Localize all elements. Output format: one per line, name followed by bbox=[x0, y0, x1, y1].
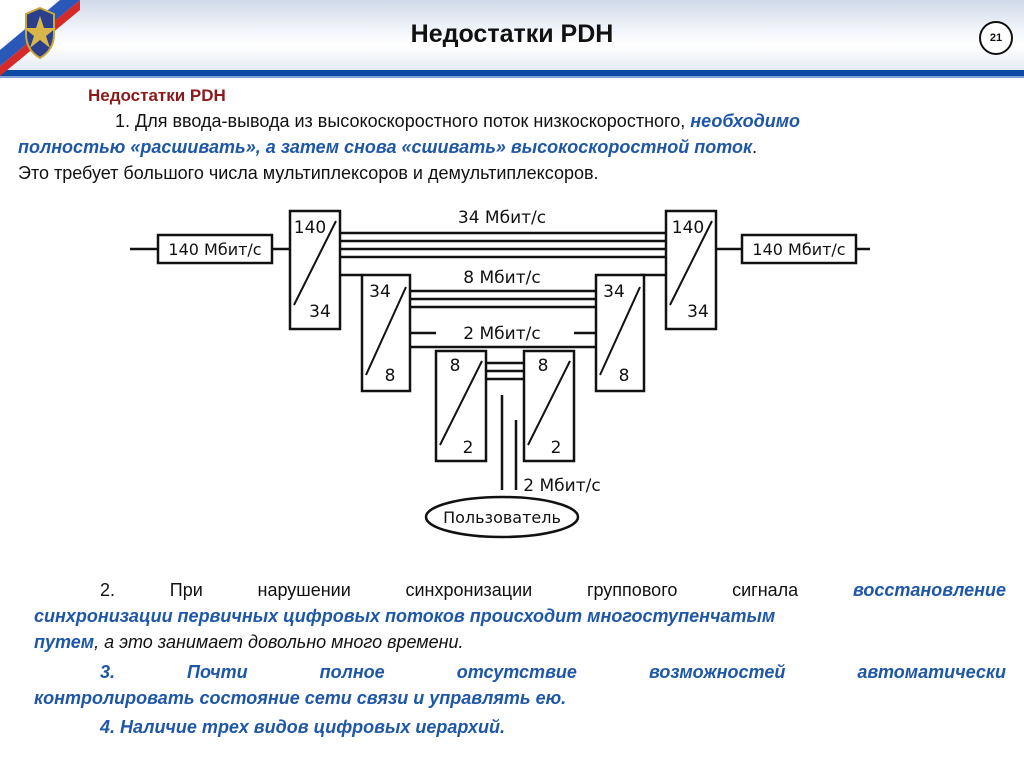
mux-140-34-left-bottom: 34 bbox=[309, 302, 331, 322]
p1-text-a: 1. Для ввода-вывода из высокоскоростного поток низкоскоростного, bbox=[115, 111, 686, 131]
left-input-label: 140 Мбит/с bbox=[168, 240, 262, 259]
p3-word: автоматически bbox=[857, 662, 1006, 682]
link-8-label: 8 Мбит/с bbox=[463, 268, 541, 288]
p2-word: группового bbox=[586, 580, 678, 600]
p2-word: синхронизации bbox=[405, 580, 533, 600]
pdh-multiplexing-diagram bbox=[130, 195, 890, 555]
user-label: Пользователь bbox=[443, 508, 561, 527]
paragraph-2-line-1 bbox=[100, 577, 1006, 603]
p3-word: полное bbox=[319, 662, 385, 682]
p2-emphasis-a: восстановление bbox=[852, 580, 1006, 600]
paragraph-2-line-3 bbox=[34, 629, 1006, 655]
mux-8-2-right bbox=[524, 351, 574, 461]
p3-word: возможностей bbox=[648, 662, 786, 682]
mux-34-8-right-top: 34 bbox=[603, 282, 625, 302]
mux-34-8-right bbox=[596, 275, 644, 391]
section-heading: Недостатки PDH bbox=[88, 86, 226, 105]
p2-word: 2. bbox=[100, 580, 116, 600]
drop-2-label: 2 Мбит/с bbox=[523, 476, 601, 496]
link-2-label: 2 Мбит/с bbox=[463, 324, 541, 344]
p2-word: нарушении bbox=[257, 580, 351, 600]
slide-number-badge: 21 bbox=[979, 21, 1013, 55]
paragraph-4: 4. Наличие трех видов цифровых иерархий. bbox=[100, 717, 505, 737]
mux-8-2-right-bottom: 2 bbox=[550, 438, 562, 458]
p1-emphasis-a: необходимо bbox=[690, 111, 801, 131]
p3-word: 3. bbox=[100, 662, 116, 682]
mux-140-34-left bbox=[290, 211, 340, 329]
p2-word: сигнала bbox=[732, 580, 799, 600]
p3-word: Почти bbox=[187, 662, 248, 682]
paragraph-3-line-2: контролировать состояние сети связи и управлять ею. bbox=[34, 688, 567, 708]
paragraph-3-line-1 bbox=[100, 659, 1006, 685]
mux-34-8-left-bottom: 8 bbox=[384, 366, 396, 386]
paragraph-1-line-1 bbox=[115, 108, 995, 134]
paragraph-1-line-3: Это требует большого числа мультиплексоров и демультиплексоров. bbox=[18, 163, 599, 183]
p1-period: . bbox=[752, 137, 758, 157]
mux-34-8-left bbox=[362, 275, 410, 391]
mux-34-8-right-bottom: 8 bbox=[618, 366, 630, 386]
header-divider-light bbox=[0, 76, 1024, 78]
mux-140-34-right-bottom: 34 bbox=[687, 302, 709, 322]
mux-140-34-right-top: 140 bbox=[671, 218, 705, 238]
paragraph-2-line-2 bbox=[34, 603, 1006, 629]
p2-word: При bbox=[169, 580, 203, 600]
right-output-label: 140 Мбит/с bbox=[752, 240, 846, 259]
p2-text-end: , а это занимает довольно много времени. bbox=[94, 632, 464, 652]
mux-8-2-left bbox=[436, 351, 486, 461]
mux-8-2-left-bottom: 2 bbox=[462, 438, 474, 458]
mux-140-34-left-top: 140 bbox=[293, 218, 327, 238]
p2-emphasis-b: синхронизации первичных цифровых потоков происходит многоступенчатым bbox=[34, 606, 776, 626]
mux-8-2-left-top: 8 bbox=[449, 356, 461, 376]
paragraph-1-line-2 bbox=[18, 134, 998, 160]
p3-word: отсутствие bbox=[456, 662, 577, 682]
mux-34-8-left-top: 34 bbox=[369, 282, 391, 302]
p1-emphasis-b: полностью «расшивать», а затем снова «сшивать» высокоскоростной поток bbox=[18, 137, 753, 157]
slide-title: Недостатки PDH bbox=[410, 20, 614, 48]
link-34-label: 34 Мбит/с bbox=[457, 208, 547, 228]
p2-emphasis-c: путем bbox=[34, 632, 95, 652]
mux-8-2-right-top: 8 bbox=[537, 356, 549, 376]
mux-140-34-right bbox=[666, 211, 716, 329]
